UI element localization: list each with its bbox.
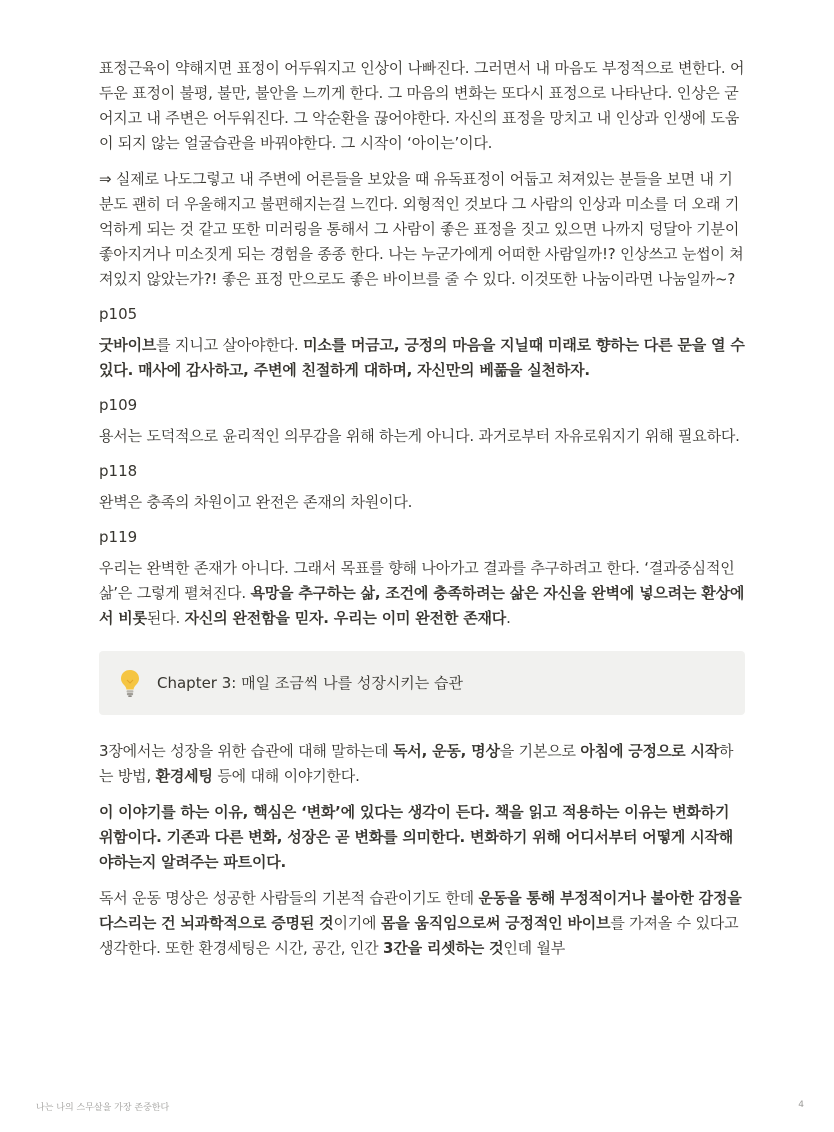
footer-title: 나는 나의 스무살을 가장 존중한다 [36,1103,170,1113]
callout-text: Chapter 3: 매일 조금씩 나를 성장시키는 습관 [157,674,464,692]
paragraph-3: 굿바이브를 지니고 살아야한다. 미소를 머금고, 긍정의 마음을 지닐때 미래로 향하는 다른 문을 열 수 있다. 매사에 감사하고, 주변에 친절하게 대하며, 자신만의 베풂을 실천하자. [99,336,745,379]
lightbulb-icon [119,668,141,698]
paragraph-2: ⇒ 실제로 나도그렇고 내 주변에 어른들을 보았을 때 유독표정이 어둡고 쳐져있는 분들을 보면 내 기분도 괜히 더 우울해지고 불편해지는걸 느낀다. 외형적인 것보다 그 사람의 인상과 미소를 더 오래 기억하게 되는 것 같고 또한 미러링을 통해서 그 사람이 좋은 표정을 짓고 있으면 나까지 덩달아 기분이 좋아지거나 미소짓게 되는 경험을 종종 한다. 나는 누군가에게 어떠한 사람일까!? 인상쓰고 눈썹이 쳐져있지 않았는가?! 좋은 표정 만으로도 좋은 바이브를 줄 수 있다. 이것또한 나눔이라면 나눔일까~? [99,170,744,288]
page-ref-p119: p119 [99,528,138,546]
paragraph-8: 이 이야기를 하는 이유, 핵심은 ‘변화’에 있다는 생각이 든다. 책을 읽고 적용하는 이유는 변화하기 위함이다. 기존과 다른 변화, 성장은 곧 변화를 의미한다. 변화하기 위해 어디서부터 어떻게 시작해야하는지 알려주는 파트이다. [99,803,734,871]
paragraph-6: 우리는 완벽한 존재가 아니다. 그래서 목표를 향해 나아가고 결과를 추구하려고 한다. ‘결과중심적인 삶’은 그렇게 펼쳐진다. 욕망을 추구하는 삶, 조건에 충족하려는 삶은 자신을 완벽에 넣으려는 환상에서 비롯된다. 자신의 완전함을 믿자. 우리는 이미 완전한 존재다. [99,559,745,627]
page-ref-p118: p118 [99,462,138,480]
paragraph-7: 3장에서는 성장을 위한 습관에 대해 말하는데 독서, 운동, 명상을 기본으로 아침에 긍정으로 시작하는 방법, 환경세팅 등에 대해 이야기한다. [99,742,734,785]
page-number: 4 [798,1100,804,1110]
page-ref-p109: p109 [99,396,138,414]
page-content [99,56,745,972]
paragraph-4: 용서는 도덕적으로 윤리적인 의무감을 위해 하는게 아니다. 과거로부터 자유로워지기 위해 필요하다. [99,427,740,445]
paragraph-9: 독서 운동 명상은 성공한 사람들의 기본적 습관이기도 한데 운동을 통해 부정적이거나 불아한 감정을 다스리는 건 뇌과학적으로 증명된 것이기에 몸을 움직임으로써 긍정적인 바이브를 가져올 수 있다고 생각한다. 또한 환경세팅은 시간, 공간, 인간 3간을 리셋하는 것인데 월부 [99,889,742,957]
page-ref-p105: p105 [99,305,138,323]
paragraph-1: 표정근육이 약해지면 표정이 어두워지고 인상이 나빠진다. 그러면서 내 마음도 부정적으로 변한다. 어두운 표정이 불평, 불만, 불안을 느끼게 한다. 그 마음의 변화는 또다시 표정으로 나타난다. 인상은 굳어지고 내 주변은 어두워진다. 그 악순환을 끊어야한다. 자신의 표정을 망치고 내 인상과 인생에 도움이 되지 않는 얼굴습관을 바꿔야한다. 그 시작이 ‘아이는’이다. [99,59,745,152]
paragraph-5: 완벽은 충족의 차원이고 완전은 존재의 차원이다. [99,493,413,511]
chapter-callout [99,651,745,715]
